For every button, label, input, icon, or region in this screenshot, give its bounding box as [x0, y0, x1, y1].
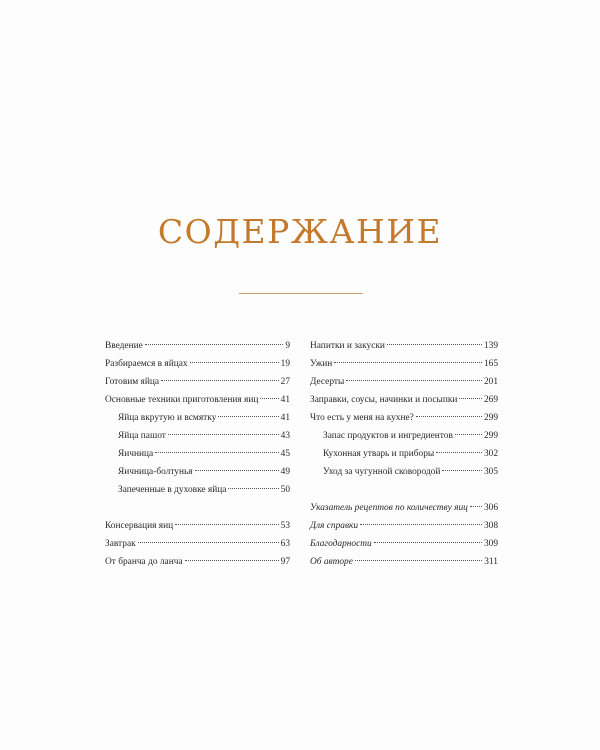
toc-entry-page: 308: [483, 521, 498, 531]
toc-entry-page: 97: [280, 557, 290, 567]
leader-dots: [374, 542, 482, 543]
leader-dots: [155, 452, 278, 453]
toc-entry-label: Напитки и закуски: [310, 341, 385, 351]
leader-dots: [228, 488, 278, 489]
toc-entry-label: Завтрак: [105, 539, 136, 549]
leader-dots: [195, 470, 279, 471]
toc-entry[interactable]: [310, 553, 498, 571]
toc-entry-label: Об авторе: [310, 557, 353, 567]
toc-entry-page: 139: [483, 341, 498, 351]
toc-entry[interactable]: [310, 355, 498, 373]
toc-entry-label: От бранча до ланча: [105, 557, 183, 567]
leader-dots: [260, 398, 278, 399]
leader-dots: [387, 344, 482, 345]
toc-entry-page: 27: [280, 377, 290, 387]
toc-entry-label: Указатель рецептов по количеству яиц: [310, 503, 468, 513]
leader-dots: [175, 524, 279, 525]
toc-entry-page: 19: [280, 359, 290, 369]
leader-dots: [355, 560, 482, 561]
toc-entry-page: 269: [483, 395, 498, 405]
toc-entry-label: Что есть у меня на кухне?: [310, 413, 414, 423]
toc-entry-page: 43: [280, 431, 290, 441]
toc-entry-page: 305: [483, 467, 498, 477]
leader-dots: [168, 434, 279, 435]
toc-entry-label: Яйца пашот: [118, 431, 166, 441]
toc-subentry[interactable]: [105, 445, 290, 463]
page-title: СОДЕРЖАНИЕ: [157, 212, 443, 251]
toc-subentry[interactable]: [105, 427, 290, 445]
leader-dots: [334, 362, 482, 363]
toc-entry-page: 9: [285, 341, 290, 351]
leader-dots: [360, 524, 482, 525]
toc-entry-label: Готовим яйца: [105, 377, 160, 387]
toc-subentry[interactable]: [105, 463, 290, 481]
toc-entry-page: 302: [483, 449, 498, 459]
toc-entry-label: Десерты: [310, 377, 345, 387]
leader-dots: [442, 470, 482, 471]
toc-entry[interactable]: [105, 391, 290, 409]
toc-subentry[interactable]: [310, 445, 498, 463]
toc-entry[interactable]: [105, 517, 290, 535]
toc-subentry[interactable]: [310, 463, 498, 481]
toc-entry-label: Запеченные в духовке яйца: [118, 485, 227, 495]
leader-dots: [436, 452, 482, 453]
toc-entry-label: Кухонная утварь и приборы: [323, 449, 435, 459]
toc-entry-label: Яичница-болтунья: [118, 467, 193, 477]
toc-entry-label: Для справки: [310, 521, 359, 531]
toc-entry[interactable]: [105, 535, 290, 553]
toc-entry-label: Консервация яиц: [105, 521, 174, 531]
toc-entry-label: Заправки, соусы, начинки и посыпки: [310, 395, 458, 405]
toc-entry-page: 45: [280, 449, 290, 459]
toc-entry-page: 306: [483, 503, 498, 513]
toc-entry[interactable]: [310, 517, 498, 535]
toc-entry-label: Ужин: [310, 359, 333, 369]
toc-entry-label: Благодарности: [310, 539, 372, 549]
toc-subentry[interactable]: [105, 481, 290, 499]
leader-dots: [185, 560, 279, 561]
toc-entry-label: Основные техники приготовления яиц: [105, 395, 259, 405]
toc-entry-page: 165: [483, 359, 498, 369]
section-gap: [310, 481, 498, 499]
section-gap: [105, 499, 290, 517]
toc-entry-page: 201: [483, 377, 498, 387]
toc-entry[interactable]: [105, 373, 290, 391]
toc-subentry[interactable]: [310, 427, 498, 445]
leader-dots: [416, 416, 482, 417]
toc-entry-page: 49: [280, 467, 290, 477]
leader-dots: [190, 362, 279, 363]
toc-entry[interactable]: [105, 355, 290, 373]
toc-entry-label: Введение: [105, 341, 143, 351]
toc-subentry[interactable]: [105, 409, 290, 427]
toc-entry-page: 63: [280, 539, 290, 549]
toc-entry[interactable]: [310, 337, 498, 355]
toc-entry-page: 50: [280, 485, 290, 495]
toc-entry-page: 41: [280, 413, 290, 423]
toc-entry[interactable]: [105, 337, 290, 355]
toc-entry[interactable]: [310, 391, 498, 409]
toc-entry[interactable]: [310, 499, 498, 517]
toc-entry[interactable]: [310, 535, 498, 553]
toc-right-column: [310, 337, 498, 571]
leader-dots: [346, 380, 482, 381]
toc-entry-label: Запас продуктов и ингредиентов: [323, 431, 453, 441]
toc-entry-label: Яичница: [118, 449, 154, 459]
toc-entry[interactable]: [105, 553, 290, 571]
toc-entry-page: 311: [484, 557, 498, 567]
leader-dots: [470, 506, 482, 507]
leader-dots: [138, 542, 279, 543]
toc-left-column: [105, 337, 290, 571]
leader-dots: [145, 344, 284, 345]
title-divider: [239, 293, 363, 294]
toc-entry-label: Уход за чугунной сковородой: [323, 467, 441, 477]
toc-entry-label: Яйца вкрутую и всмятку: [118, 413, 217, 423]
toc-entry-page: 309: [483, 539, 498, 549]
leader-dots: [161, 380, 279, 381]
toc-entry[interactable]: [310, 409, 498, 427]
toc-entry[interactable]: [310, 373, 498, 391]
leader-dots: [459, 398, 482, 399]
toc-entry-page: 53: [280, 521, 290, 531]
toc-entry-page: 299: [483, 413, 498, 423]
toc-entry-page: 41: [280, 395, 290, 405]
leader-dots: [218, 416, 278, 417]
toc-entry-page: 299: [483, 431, 498, 441]
toc-entry-label: Разбираемся в яйцах: [105, 359, 188, 369]
leader-dots: [455, 434, 482, 435]
